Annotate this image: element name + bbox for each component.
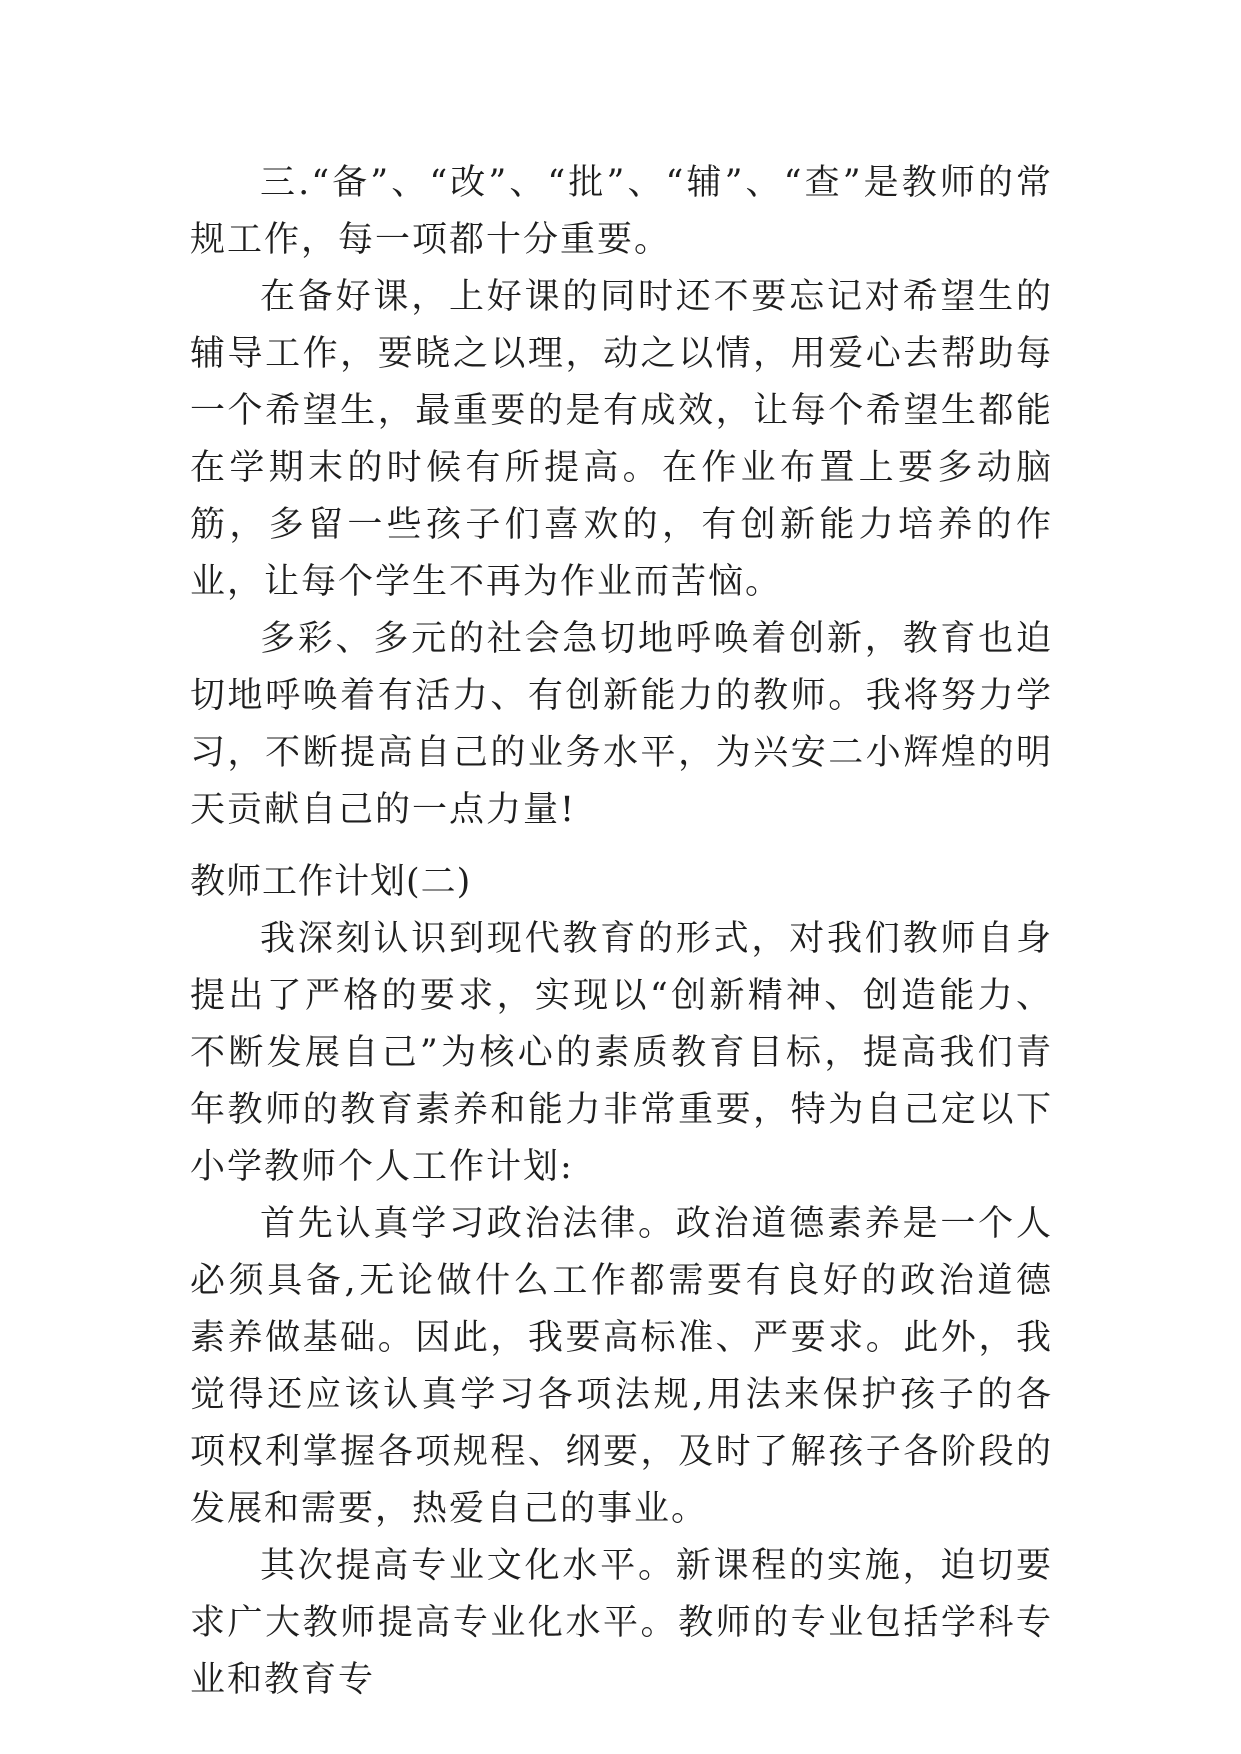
paragraph: 其次提高专业文化水平。新课程的实施，迫切要求广大教师提高专业化水平。教师的专业包括学科专业和教育专 (190, 1546, 1053, 1700)
body-text-section-1 (190, 155, 1053, 839)
paragraph: 我深刻认识到现代教育的形式，对我们教师自身提出了严格的要求，实现以“创新精神、创造能力、不断发展自己”为核心的素质教育目标，提高我们青年教师的教育素养和能力非常重要，特为自己定以下小学教师个人工作计划: (190, 919, 1053, 1187)
paragraph: 首先认真学习政治法律。政治道德素养是一个人必须具备,无论做什么工作都需要有良好的政治道德素养做基础。因此，我要高标准、严要求。此外，我觉得还应该认真学习各项法规,用法来保护孩子的各项权利掌握各项规程、纲要，及时了解孩子各阶段的发展和需要，热爱自己的事业。 (190, 1204, 1053, 1529)
paragraph: 三.“备”、“改”、“批”、“辅”、“查”是教师的常规工作，每一项都十分重要。 (190, 163, 1053, 260)
section-heading: 教师工作计划(二) (190, 862, 472, 902)
paragraph: 在备好课，上好课的同时还不要忘记对希望生的辅导工作，要晓之以理，动之以情，用爱心去帮助每一个希望生，最重要的是有成效，让每个希望生都能在学期末的时候有所提高。在作业布置上要多动脑筋，多留一些孩子们喜欢的，有创新能力培养的作业，让每个学生不再为作业而苦恼。 (190, 277, 1053, 602)
body-text-section-2 (190, 911, 1053, 1709)
paragraph: 多彩、多元的社会急切地呼唤着创新，教育也迫切地呼唤着有活力、有创新能力的教师。我将努力学习，不断提高自己的业务水平，为兴安二小辉煌的明天贡献自己的一点力量! (190, 619, 1053, 830)
